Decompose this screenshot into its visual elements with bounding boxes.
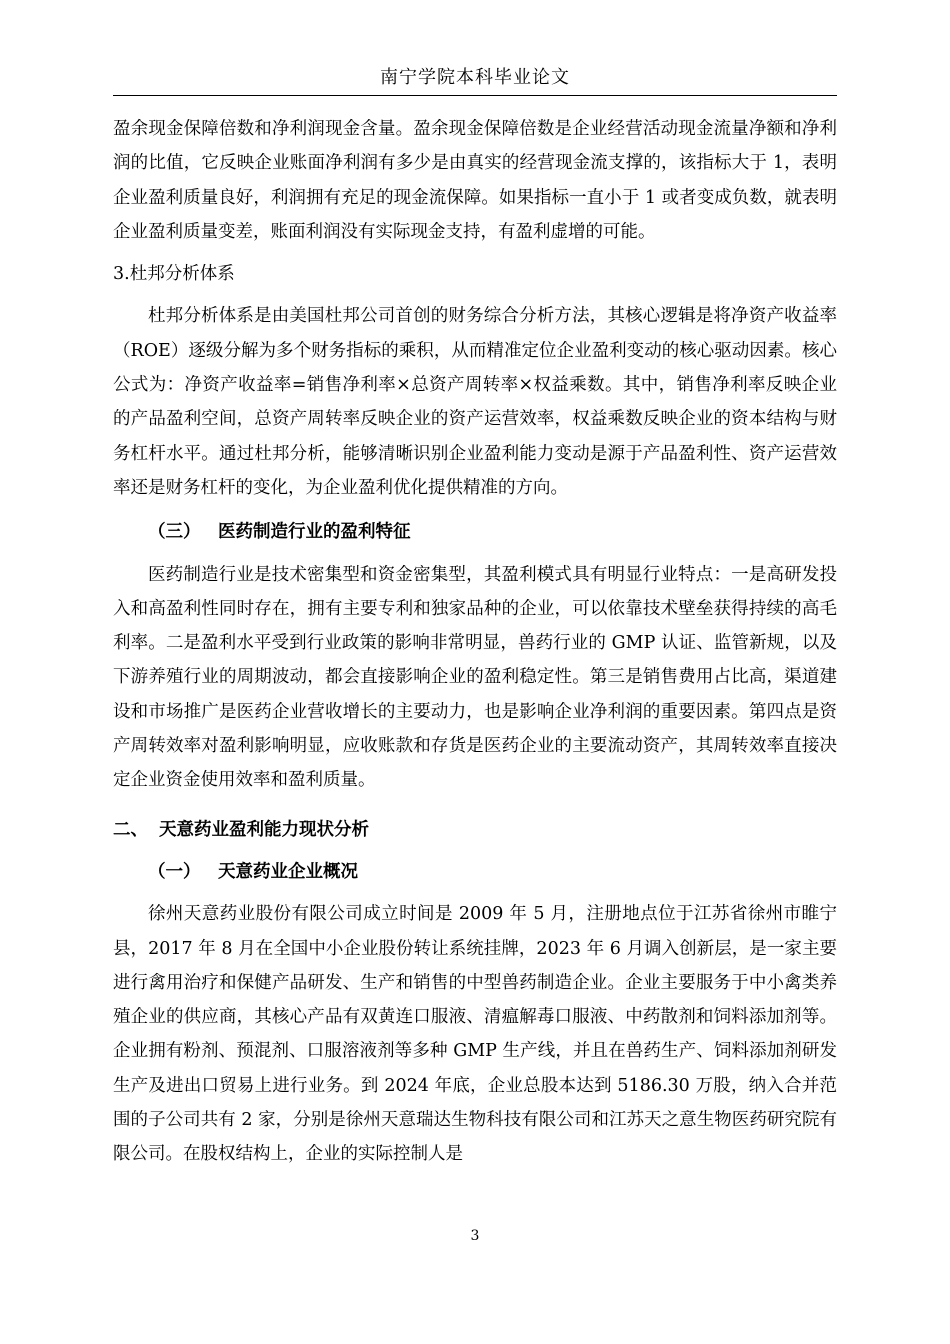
page-header-title: 南宁学院本科毕业论文 (380, 67, 570, 88)
header-divider (113, 95, 837, 96)
page-number: 3 (470, 1228, 480, 1244)
spacer (113, 847, 837, 855)
section-title: 天意药业企业概况 (218, 861, 358, 882)
dupont-heading: 3.杜邦分析体系 (113, 264, 235, 285)
chapter-heading (113, 813, 837, 847)
chapter-title: 天意药业盈利能力现状分析 (159, 819, 369, 840)
section-title: 医药制造行业的盈利特征 (218, 522, 411, 543)
chapter-marker: 二、 (113, 819, 148, 840)
section-heading-overview (113, 855, 837, 889)
spacer (113, 249, 837, 257)
spacer (113, 798, 837, 813)
document-body (113, 112, 837, 1172)
section-marker: （三） (148, 522, 201, 543)
paragraph-company: 徐州天意药业股份有限公司成立时间是 2009 年 5 月，注册地点位于江苏省徐州市睢宁县，2017 年 8 月在全国中小企业股份转让系统挂牌，2023 年 6 月调入创新层，是一家主要进行禽用治疗和保健产品研发、生产和销售的中型兽药制造企业。企业主要服务于中小禽类养殖企业的供应商，其核心产品有双黄连口服液、清瘟解毒口服液、中药散剂和饲料添加剂等。企业拥有粉剂、预混剂、口服溶液剂等多种 GMP 生产线，并且在兽药生产、饲料添加剂研发生产及进出口贸易上进行业务。到 2024 年底，企业总股本达到 5186.30 万股，纳入合并范围的子公司共有 2 家，分别是徐州天意瑞达生物科技有限公司和江苏天之意生物医药研究院有限公司。在股权结构上，企业的实际控制人是 (113, 904, 837, 1165)
paragraph-industry: 医药制造行业是技术密集型和资金密集型，其盈利模式具有明显行业特点：一是高研发投入和高盈利性同时存在，拥有主要专利和独家品种的企业，可以依靠技术壁垒获得持续的高毛利率。二是盈利水平受到行业政策的影响非常明显，兽药行业的 GMP 认证、监管新规，以及下游养殖行业的周期波动，都会直接影响企业的盈利稳定性。第三是销售费用占比高，渠道建设和市场推广是医药企业营收增长的主要动力，也是影响企业净利润的重要因素。第四点是资产周转效率对盈利影响明显，应收账款和存货是医药企业的主要流动资产，其周转效率直接决定企业资金使用效率和盈利质量。 (113, 564, 837, 791)
section-heading-industry (113, 515, 837, 549)
paragraph-dupont: 杜邦分析体系是由美国杜邦公司首创的财务综合分析方法，其核心逻辑是将净资产收益率（ROE）逐级分解为多个财务指标的乘积，从而精准定位企业盈利变动的核心驱动因素。核心公式为：净资产收益率=销售净利率×总资产周转率×权益乘数。其中，销售净利率反映企业的产品盈利空间，总资产周转率反映企业的资产运营效率，权益乘数反映企业的资本结构与财务杠杆水平。通过杜邦分析，能够清晰识别企业盈利能力变动是源于产品盈利性、资产运营效率还是财务杠杆的变化，为企业盈利优化提供精准的方向。 (113, 306, 837, 498)
section-marker: （一） (148, 861, 201, 882)
spacer (113, 291, 837, 299)
spacer (113, 550, 837, 558)
spacer (113, 505, 837, 515)
spacer (113, 889, 837, 897)
paragraph-cash-indicators: 盈余现金保障倍数和净利润现金含量。盈余现金保障倍数是企业经营活动现金流量净额和净利润的比值，它反映企业账面净利润有多少是由真实的经营现金流支撑的，该指标大于 1，表明企业盈利质量良好，利润拥有充足的现金流保障。如果指标一直小于 1 或者变成负数，就表明企业盈利质量变差，账面利润没有实际现金支持，有盈利虚增的可能。 (113, 119, 837, 242)
